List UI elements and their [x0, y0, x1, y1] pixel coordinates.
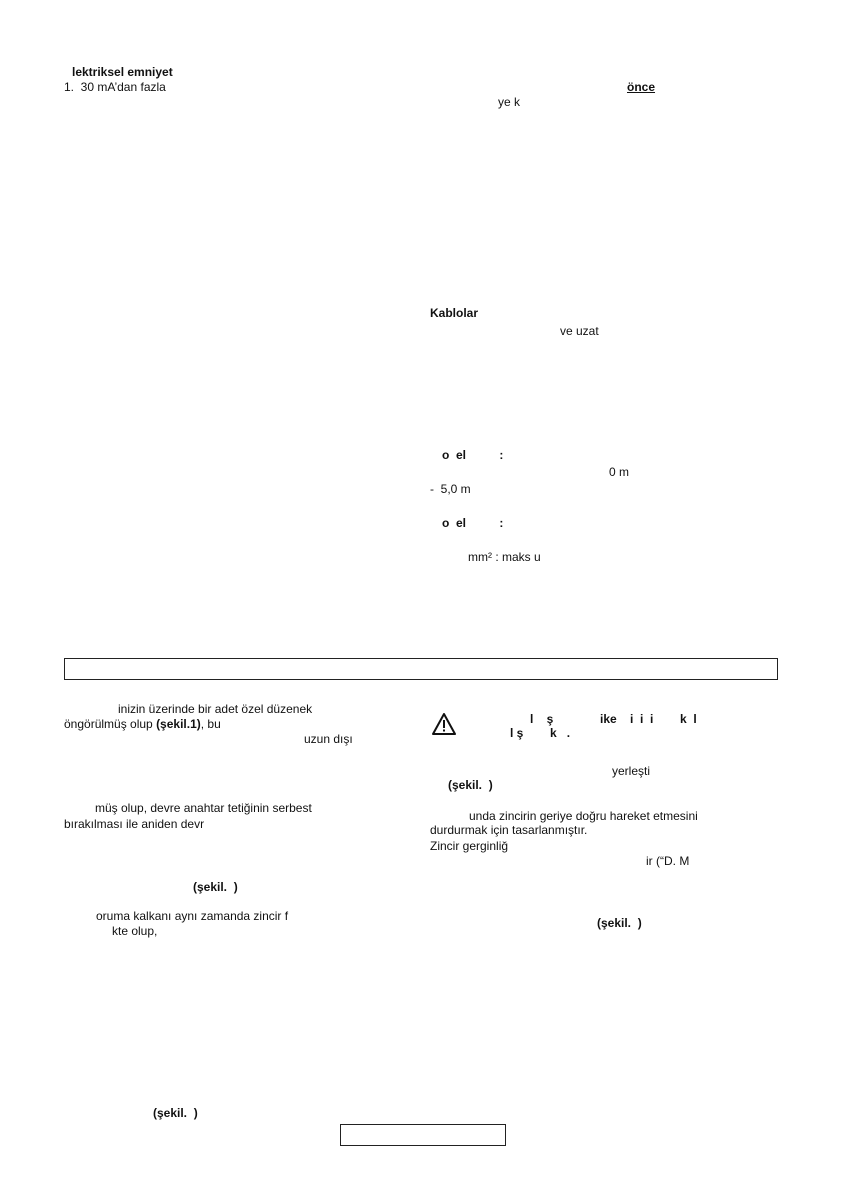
bottom-left-line-7: kte olup, — [112, 924, 158, 938]
bottom-left-line-2 — [64, 717, 221, 731]
length-text: 0 m — [609, 465, 630, 479]
warning-line-1: l ş ike i i i k l — [530, 712, 697, 726]
bottom-right-line-a: unda zincirin geriye doğru hareket etmesini — [469, 809, 698, 823]
line2-prefix: öngörülmüş olup — [64, 717, 157, 731]
dash-length-text: - 5,0 m — [430, 482, 471, 496]
figure-ref-1: (şekil.1) — [156, 717, 201, 731]
figure-ref-3: (şekil. ) — [153, 1106, 198, 1120]
bottom-left-line-1: inizin üzerinde bir adet özel düzenek — [118, 702, 313, 716]
mm-text: mm² : maks u — [468, 550, 541, 564]
bottom-left-line-5: bırakılması ile aniden devr — [64, 817, 205, 831]
figure-ref-4: (şekil. ) — [448, 778, 493, 792]
ve-uzat-text: ve uzat — [560, 324, 599, 338]
bottom-left-line-3: uzun dışı — [304, 732, 353, 746]
model-line-1: o el : — [442, 448, 504, 462]
list-item-1: 1. 30 mA’dan fazla — [64, 80, 166, 94]
bottom-right-line-d: ir (“D. M — [646, 854, 690, 868]
figure-ref-2: (şekil. ) — [193, 880, 238, 894]
yerlesti-text: yerleşti — [612, 764, 651, 778]
page-number-box — [340, 1124, 506, 1146]
warning-line-2: l ş k . — [510, 726, 571, 740]
model-line-2: o el : — [442, 516, 504, 530]
section-banner — [64, 658, 778, 680]
ye-k-text: ye k — [498, 95, 521, 109]
bottom-left-line-4: müş olup, devre anahtar tetiğinin serbest — [95, 801, 312, 815]
bottom-right-line-c: Zincir gerginliğ — [430, 839, 509, 853]
electrical-safety-heading: lektriksel emniyet — [72, 65, 173, 79]
line2-suffix: , bu — [200, 717, 221, 731]
bottom-left-line-6: oruma kalkanı aynı zamanda zincir f — [96, 909, 289, 923]
warning-icon — [432, 712, 456, 736]
cables-heading: Kablolar — [430, 306, 479, 320]
once-label: önce — [627, 80, 656, 94]
figure-ref-5: (şekil. ) — [597, 916, 642, 930]
bottom-right-line-b: durdurmak için tasarlanmıştır. — [430, 823, 588, 837]
